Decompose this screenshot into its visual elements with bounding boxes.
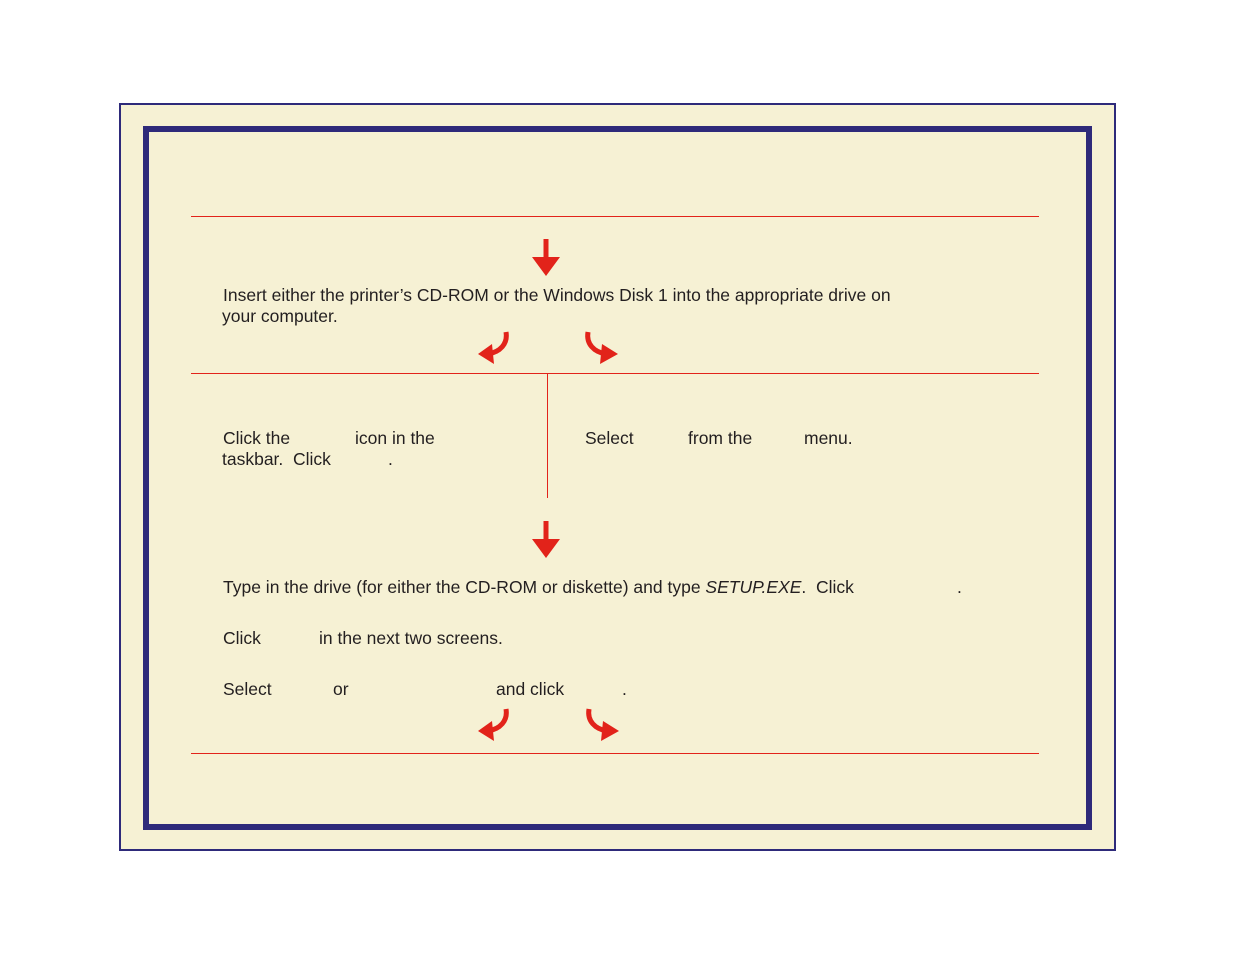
step-select-option-or: or (333, 679, 349, 699)
divider-middle (191, 373, 1039, 374)
right-branch-from-the: from the (688, 428, 753, 448)
step-type-setup-click: . Click (801, 577, 854, 597)
left-branch-click-the: Click the (223, 428, 291, 448)
step-type-setup (223, 577, 854, 598)
step-insert-disk-line1: Insert either the printer’s CD-ROM or the Windows Disk 1 into the appropriate drive on (223, 285, 891, 305)
curved-arrow-left-icon (474, 707, 514, 743)
step-select-option-select: Select (223, 679, 272, 699)
curved-arrow-right-icon (582, 330, 622, 366)
left-branch-period: . (388, 449, 393, 469)
setup-filename: SETUP.EXE (705, 577, 802, 597)
step-type-setup-text: Type in the drive (for either the CD-ROM or diskette) and type (223, 577, 706, 597)
step-select-option-and-click: and click (496, 679, 565, 699)
right-branch-select: Select (585, 428, 634, 448)
right-branch-menu: menu. (804, 428, 853, 448)
curved-arrow-right-icon (583, 707, 623, 743)
step-type-setup-period: . (957, 577, 962, 597)
divider-bottom (191, 753, 1039, 754)
step-click-next-screens: in the next two screens. (319, 628, 503, 648)
left-branch-taskbar-click: taskbar. Click (222, 449, 331, 469)
down-arrow-icon (530, 521, 562, 559)
step-select-option-period: . (622, 679, 627, 699)
branch-divider (547, 374, 548, 498)
curved-arrow-left-icon (474, 330, 514, 366)
divider-top (191, 216, 1039, 217)
step-insert-disk-line2: your computer. (222, 306, 338, 326)
down-arrow-icon (530, 239, 562, 277)
left-branch-icon-in-the: icon in the (355, 428, 435, 448)
step-click-next-click: Click (223, 628, 261, 648)
